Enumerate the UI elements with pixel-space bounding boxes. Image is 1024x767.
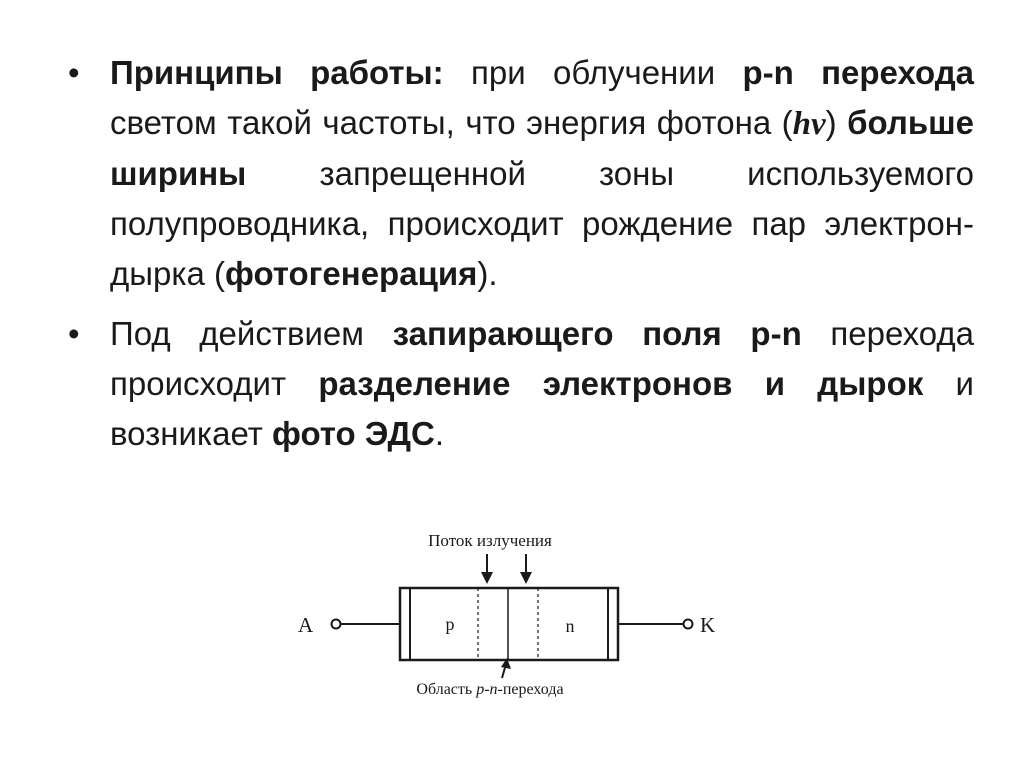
text-segment: Под действием	[110, 315, 393, 352]
text-segment: запрещенной зоны используемого полупроводника, происходит рождение пар электрон-дырка (	[110, 155, 974, 292]
bullet-text	[110, 315, 974, 452]
text-segment: )	[825, 104, 848, 141]
bold-text-segment: разделение электронов и дырок	[318, 365, 924, 402]
bold-text-segment: запирающего поля p-n	[392, 315, 802, 352]
bold-text-segment: больше ширины	[110, 104, 974, 192]
diode-body	[400, 588, 618, 660]
bold-text-segment: фото ЭДС	[272, 415, 435, 452]
text-segment: перехода происходит	[110, 315, 974, 402]
text-segment: и возникает	[110, 365, 974, 452]
text-segment: hv	[792, 106, 826, 142]
cathode-lead	[618, 620, 693, 629]
text-segment: ).	[477, 255, 498, 292]
bullet-dot: •	[68, 54, 80, 91]
bold-text-segment: Принципы работы:	[110, 54, 444, 91]
anode-lead	[332, 620, 401, 629]
text-segment: при облучении	[443, 54, 743, 91]
text-segment: .	[434, 415, 444, 452]
text-segment: светом такой частоты, что энергия фотона (	[110, 104, 793, 141]
radiation-arrows-icon	[481, 554, 532, 584]
anode-label: A	[298, 613, 314, 637]
bold-text-segment: фотогенерация	[225, 255, 478, 292]
bullet-item-separation	[62, 309, 974, 459]
bold-text-segment: p-n перехода	[742, 54, 975, 91]
junction-region-label: Область p-n-перехода	[416, 681, 564, 698]
n-region-label: n	[565, 616, 575, 636]
bullet-item-principles	[62, 48, 974, 299]
p-region-label: p	[445, 614, 455, 634]
cathode-label: K	[700, 613, 716, 637]
photodiode-diagram	[280, 520, 740, 710]
bullet-text	[110, 54, 974, 292]
bullet-dot: •	[68, 315, 80, 352]
flux-label: Поток излучения	[428, 531, 552, 550]
bullet-list	[62, 48, 974, 469]
